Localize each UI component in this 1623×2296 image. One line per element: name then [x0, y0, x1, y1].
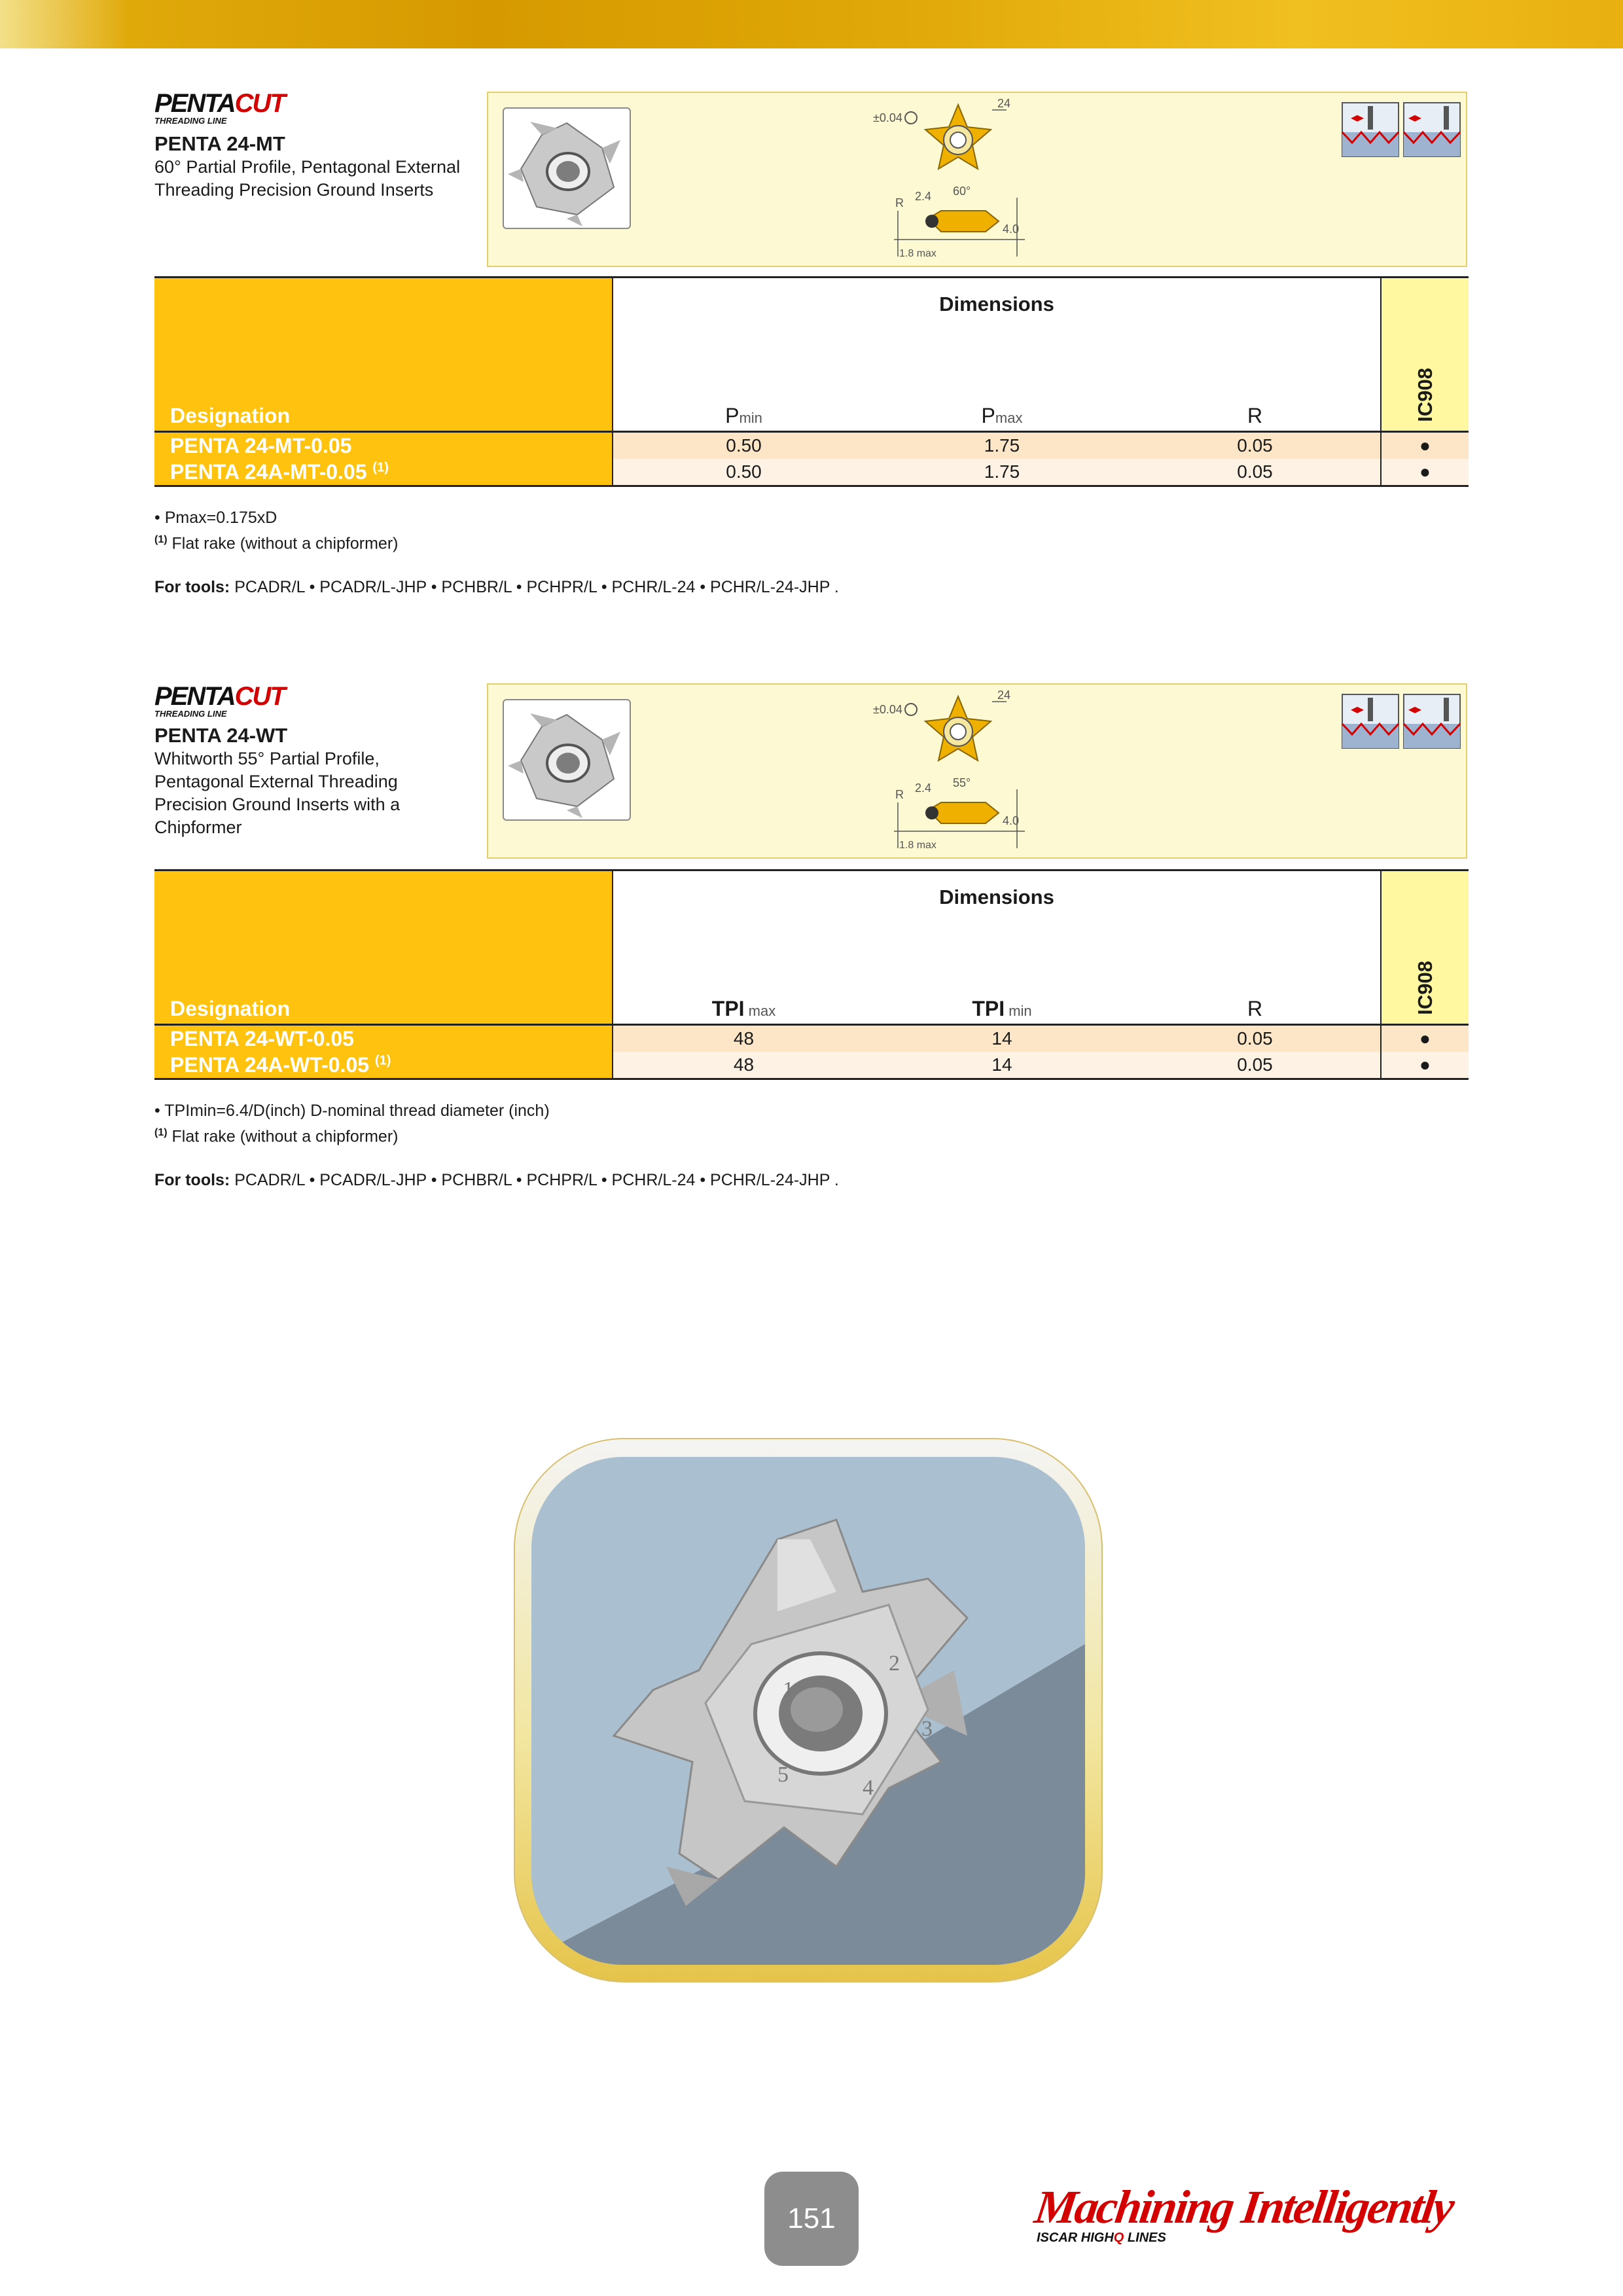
grade-availability-mark: ●: [1381, 1052, 1469, 1079]
svg-text:2.4: 2.4: [915, 190, 932, 203]
table-header-row: [154, 278, 1469, 317]
grade-header: IC908: [1381, 870, 1469, 1025]
designation-cell: PENTA 24-MT-0.05: [154, 432, 613, 459]
value-cell: 48: [613, 1052, 874, 1079]
designation-header: Designation: [154, 870, 613, 1025]
designation-header: Designation: [154, 278, 613, 432]
insert-product-photo: [470, 1395, 1147, 2025]
table-row: [154, 1052, 1469, 1079]
column-header: TPI max: [613, 910, 874, 1025]
photo-digit: 3: [921, 1717, 933, 1741]
designation-cell: PENTA 24A-MT-0.05 $^{(1)}$: [154, 459, 613, 486]
svg-text:2.4: 2.4: [915, 781, 932, 795]
dimensions-table: [154, 276, 1469, 487]
pentacut-logo: PENTACUT THREADING LINE: [154, 89, 285, 126]
threading-direction-icon: [1403, 102, 1461, 157]
footnote-flat-rake: $^{(1)}$ Flat rake (without a chipformer): [154, 1127, 399, 1146]
threading-direction-icon: [1403, 694, 1461, 749]
iscar-slogan-logo: Machining Intelligently ISCAR HIGHQ LINES: [1031, 2181, 1456, 2245]
value-cell: 0.50: [613, 432, 874, 459]
svg-text:◂▸: ◂▸: [1408, 109, 1422, 125]
photo-digit: 2: [889, 1651, 900, 1676]
value-cell: 0.05: [1130, 459, 1381, 486]
footnote-formula: • TPImin=6.4/D(inch) D-nominal thread diameter (inch): [154, 1102, 550, 1120]
photo-digit: 4: [863, 1776, 874, 1800]
photo-digit: 5: [777, 1763, 789, 1787]
table-row: [154, 432, 1469, 459]
svg-text:R: R: [895, 196, 904, 209]
column-header: R: [1130, 910, 1381, 1025]
product-name: PENTA 24-WT: [154, 724, 288, 747]
svg-text:4.0: 4.0: [1003, 223, 1020, 236]
svg-text:4.0: 4.0: [1003, 814, 1020, 827]
value-cell: 0.05: [1130, 1025, 1381, 1052]
svg-text:60°: 60°: [953, 185, 971, 198]
svg-text:±0.04: ±0.04: [873, 703, 902, 716]
value-cell: 0.05: [1130, 432, 1381, 459]
dimension-diagram: [855, 685, 1025, 860]
value-cell: 1.75: [874, 459, 1130, 486]
dimensions-header: Dimensions: [613, 278, 1381, 317]
insert-thumbnail: [503, 107, 631, 229]
value-cell: 0.50: [613, 459, 874, 486]
column-header: TPI min: [874, 910, 1130, 1025]
insert-thumbnail: [503, 699, 631, 821]
insert-info-box: [487, 92, 1467, 267]
product-description: 60° Partial Profile, Pentagonal External Threading Precision Ground Inserts: [154, 157, 461, 200]
designation-cell: PENTA 24-WT-0.05: [154, 1025, 613, 1052]
dimension-diagram: [855, 93, 1025, 268]
table-row: [154, 1025, 1469, 1052]
column-header: Pmin: [613, 317, 874, 432]
table-header-row: [154, 870, 1469, 910]
pentacut-logo: PENTACUT THREADING LINE: [154, 682, 285, 719]
svg-text:55°: 55°: [953, 776, 971, 789]
compatible-tools: For tools: PCADR/L • PCADR/L-JHP • PCHBR/L • PCHPR/L • PCHR/L-24 • PCHR/L-24-JHP .: [154, 578, 839, 596]
svg-text:◂▸: ◂▸: [1408, 701, 1422, 717]
product-description: Whitworth 55° Partial Profile, Pentagonal External Threading Precision Ground Inserts with a Chipformer: [154, 749, 401, 837]
value-cell: 14: [874, 1052, 1130, 1079]
compatible-tools: For tools: PCADR/L • PCADR/L-JHP • PCHBR/L • PCHPR/L • PCHR/L-24 • PCHR/L-24-JHP .: [154, 1171, 839, 1189]
section-penta-24-mt: [154, 90, 1469, 614]
svg-text:1.8 max: 1.8 max: [899, 840, 936, 851]
dimensions-header: Dimensions: [613, 870, 1381, 910]
external-threading-icon: [1342, 102, 1399, 157]
top-gold-band: [0, 0, 1623, 48]
svg-text:24: 24: [997, 97, 1011, 110]
svg-text:R: R: [895, 788, 904, 801]
value-cell: 1.75: [874, 432, 1130, 459]
designation-cell: PENTA 24A-WT-0.05 $^{(1)}$: [154, 1052, 613, 1079]
footnote-formula: • Pmax=0.175xD: [154, 509, 277, 527]
grade-availability-mark: ●: [1381, 432, 1469, 459]
value-cell: 48: [613, 1025, 874, 1052]
section-penta-24-wt: [154, 683, 1469, 1207]
grade-header: IC908: [1381, 278, 1469, 432]
grade-availability-mark: ●: [1381, 1025, 1469, 1052]
external-threading-icon: [1342, 694, 1399, 749]
dimensions-table: [154, 869, 1469, 1080]
value-cell: 14: [874, 1025, 1130, 1052]
product-name: PENTA 24-MT: [154, 132, 285, 155]
insert-info-box: [487, 683, 1467, 859]
column-header: R: [1130, 317, 1381, 432]
footnote-flat-rake: $^{(1)}$ Flat rake (without a chipformer): [154, 534, 399, 553]
svg-text:24: 24: [997, 689, 1011, 702]
value-cell: 0.05: [1130, 1052, 1381, 1079]
svg-text:±0.04: ±0.04: [873, 111, 902, 124]
svg-text:1.8 max: 1.8 max: [899, 248, 936, 259]
table-row: [154, 459, 1469, 486]
page-number: 151: [764, 2172, 859, 2266]
svg-text:◂▸: ◂▸: [1351, 701, 1364, 717]
grade-availability-mark: ●: [1381, 459, 1469, 486]
svg-text:◂▸: ◂▸: [1351, 109, 1364, 125]
photo-digit: 1: [783, 1677, 794, 1702]
column-header: Pmax: [874, 317, 1130, 432]
